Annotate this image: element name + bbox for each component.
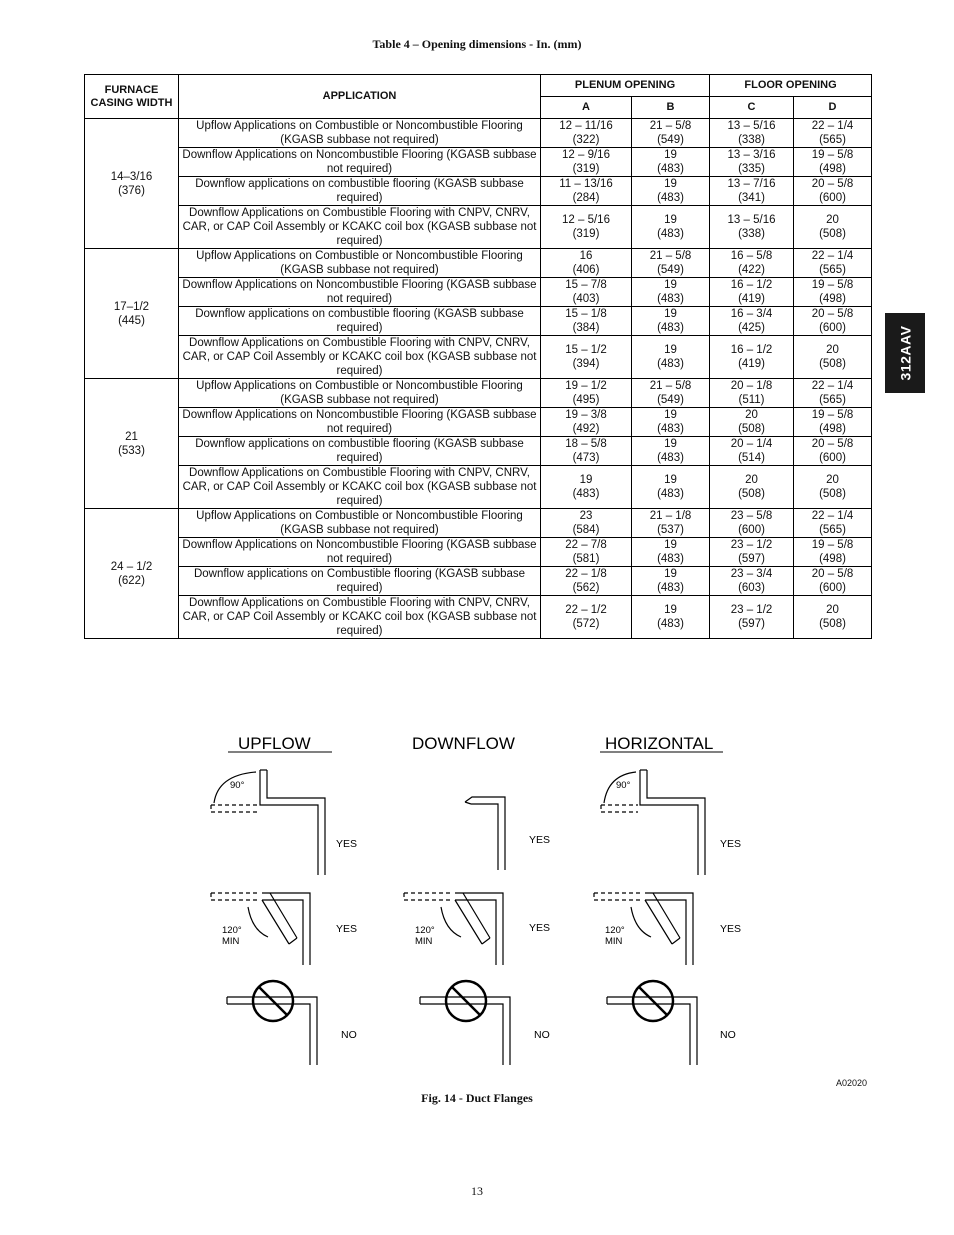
value-cell-b xyxy=(632,538,710,567)
application-cell: Downflow Applications on Noncombustible Flooring (KGASB subbase not required) xyxy=(179,408,541,437)
value-inches: 22 – 1/4 xyxy=(811,250,854,262)
application-cell: Upflow Applications on Combustible or Noncombustible Flooring (KGASB subbase not required) xyxy=(179,509,541,538)
value-cell-b xyxy=(632,177,710,206)
value-inches: 16 – 1/2 xyxy=(730,279,773,291)
value-mm: (603) xyxy=(738,582,765,594)
value-mm: (483) xyxy=(572,488,600,500)
value-cell-b xyxy=(632,206,710,249)
value-inches: 22 – 1/2 xyxy=(565,604,607,616)
value-cell-c xyxy=(710,437,794,466)
value-inches: 12 – 9/16 xyxy=(562,149,610,161)
value-inches: 15 – 1/8 xyxy=(565,308,607,320)
value-inches: 19 xyxy=(664,539,677,551)
value-inches: 12 – 11/16 xyxy=(559,120,613,132)
value-inches: 13 – 5/16 xyxy=(727,120,776,132)
value-inches: 20 – 5/8 xyxy=(811,178,854,190)
value-mm: (394) xyxy=(572,358,600,370)
figure-code: A02020 xyxy=(836,1078,868,1088)
value-cell-c xyxy=(710,466,794,509)
value-inches: 19 – 3/8 xyxy=(565,409,607,421)
value-inches: 16 – 1/2 xyxy=(730,344,773,356)
value-cell-c xyxy=(710,509,794,538)
value-inches: 19 xyxy=(664,344,677,356)
value-inches: 15 – 7/8 xyxy=(565,279,607,291)
value-inches: 20 – 5/8 xyxy=(811,308,854,320)
value-mm: (483) xyxy=(657,358,684,370)
value-cell-c xyxy=(710,119,794,148)
value-mm: (319) xyxy=(572,163,600,175)
casing-width-inches: 24 – 1/2 xyxy=(110,560,153,573)
header-plenum-opening: PLENUM OPENING xyxy=(541,75,710,97)
downflow-90-flange-diagram xyxy=(465,797,505,870)
value-mm: (319) xyxy=(572,228,600,240)
value-mm: (549) xyxy=(657,264,684,276)
value-mm: (597) xyxy=(738,618,765,630)
value-cell-a xyxy=(541,509,632,538)
value-cell-d xyxy=(794,538,872,567)
table-row xyxy=(85,119,872,148)
value-inches: 22 – 1/8 xyxy=(565,568,607,580)
value-inches: 19 – 5/8 xyxy=(811,539,854,551)
table-row xyxy=(85,509,872,538)
value-mm: (508) xyxy=(819,228,846,240)
value-inches: 19 xyxy=(664,149,677,161)
value-cell-a xyxy=(541,466,632,509)
figure-caption: Fig. 14 - Duct Flanges xyxy=(421,1091,533,1105)
upflow-angle-90: 90° xyxy=(230,780,245,791)
value-mm: (600) xyxy=(819,582,846,594)
horizontal-no-label: NO xyxy=(720,1029,736,1041)
value-mm: (338) xyxy=(738,134,765,146)
value-mm: (419) xyxy=(738,293,765,305)
casing-width-mm: (445) xyxy=(118,314,145,327)
value-cell-d xyxy=(794,177,872,206)
value-mm: (473) xyxy=(572,452,600,464)
application-cell: Downflow applications on combustible flooring (KGASB subbase required) xyxy=(179,437,541,466)
value-mm: (422) xyxy=(738,264,765,276)
upflow-angle-120: 120° xyxy=(222,925,242,936)
value-cell-d xyxy=(794,509,872,538)
value-inches: 22 – 1/4 xyxy=(811,510,854,522)
value-inches: 13 – 5/16 xyxy=(727,214,776,226)
value-mm: (508) xyxy=(819,618,846,630)
value-cell-c xyxy=(710,206,794,249)
value-mm: (384) xyxy=(572,322,600,334)
upflow-angle-min: MIN xyxy=(222,936,240,947)
value-mm: (483) xyxy=(657,228,684,240)
value-mm: (600) xyxy=(819,192,846,204)
value-cell-a xyxy=(541,278,632,307)
value-mm: (498) xyxy=(819,293,846,305)
application-cell: Downflow Applications on Combustible Flooring with CNPV, CNRV, CAR, or CAP Coil Assembly or KCAKC coil box (KGASB subbase not required) xyxy=(179,466,541,509)
table-row xyxy=(85,278,872,307)
value-inches: 23 xyxy=(579,510,593,522)
application-cell: Downflow Applications on Combustible Flooring with CNPV, CNRV, CAR, or CAP Coil Assembly or KCAKC coil box (KGASB subbase not required) xyxy=(179,596,541,639)
value-mm: (600) xyxy=(819,322,846,334)
upflow-yes-label-2: YES xyxy=(336,923,358,935)
value-mm: (284) xyxy=(572,192,600,204)
value-inches: 19 – 5/8 xyxy=(811,409,854,421)
value-cell-c xyxy=(710,148,794,177)
application-cell: Upflow Applications on Combustible or Noncombustible Flooring (KGASB subbase not required) xyxy=(179,379,541,408)
upflow-no-flange-diagram xyxy=(227,981,317,1065)
table-row xyxy=(85,249,872,278)
value-inches: 20 – 1/8 xyxy=(730,380,773,392)
casing-width-cell xyxy=(85,119,179,249)
value-cell-a xyxy=(541,379,632,408)
value-mm: (335) xyxy=(738,163,765,175)
value-cell-a xyxy=(541,119,632,148)
value-cell-d xyxy=(794,307,872,336)
value-inches: 19 xyxy=(664,604,677,616)
value-inches: 19 xyxy=(664,409,677,421)
table-row xyxy=(85,538,872,567)
table-row xyxy=(85,466,872,509)
side-tab-model xyxy=(885,313,925,393)
value-inches: 12 – 5/16 xyxy=(562,214,610,226)
value-cell-c xyxy=(710,249,794,278)
value-inches: 13 – 3/16 xyxy=(727,149,776,161)
casing-width-inches: 17–1/2 xyxy=(113,300,150,313)
value-cell-d xyxy=(794,408,872,437)
application-cell: Downflow Applications on Noncombustible Flooring (KGASB subbase not required) xyxy=(179,538,541,567)
value-mm: (508) xyxy=(819,358,846,370)
opening-dimensions-table xyxy=(84,74,872,639)
value-inches: 23 – 3/4 xyxy=(730,568,773,580)
header-floor-opening: FLOOR OPENING xyxy=(710,75,872,97)
value-cell-c xyxy=(710,408,794,437)
application-cell: Downflow applications on Combustible flooring (KGASB subbase required) xyxy=(179,567,541,596)
value-cell-d xyxy=(794,379,872,408)
value-cell-d xyxy=(794,206,872,249)
value-mm: (508) xyxy=(738,488,765,500)
table-body xyxy=(85,119,872,639)
downflow-yes-label-1: YES xyxy=(529,834,551,846)
value-cell-d xyxy=(794,148,872,177)
value-cell-c xyxy=(710,538,794,567)
value-inches: 20 xyxy=(826,604,839,616)
value-cell-c xyxy=(710,379,794,408)
value-mm: (483) xyxy=(657,423,684,435)
header-b: B xyxy=(632,97,710,119)
upflow-no-label: NO xyxy=(341,1029,357,1041)
value-inches: 21 – 5/8 xyxy=(649,120,692,132)
value-cell-d xyxy=(794,278,872,307)
value-cell-a xyxy=(541,177,632,206)
value-inches: 16 – 5/8 xyxy=(730,250,773,262)
application-cell: Downflow applications on combustible flooring (KGASB subbase required) xyxy=(179,177,541,206)
upflow-title: UPFLOW xyxy=(238,734,311,753)
casing-width-cell xyxy=(85,509,179,639)
value-inches: 21 – 5/8 xyxy=(649,380,692,392)
value-mm: (508) xyxy=(819,488,846,500)
value-inches: 19 xyxy=(664,178,677,190)
value-mm: (572) xyxy=(572,618,600,630)
horizontal-angle-120: 120° xyxy=(605,925,625,936)
value-cell-d xyxy=(794,336,872,379)
value-cell-d xyxy=(794,119,872,148)
value-mm: (403) xyxy=(572,293,600,305)
header-casing-width: FURNACE CASING WIDTH xyxy=(85,75,179,119)
value-cell-b xyxy=(632,596,710,639)
value-mm: (322) xyxy=(572,134,600,146)
table-row xyxy=(85,596,872,639)
casing-width-cell xyxy=(85,379,179,509)
value-mm: (514) xyxy=(738,452,765,464)
value-mm: (341) xyxy=(738,192,765,204)
value-cell-d xyxy=(794,567,872,596)
side-tab-label: 312AAV xyxy=(897,325,914,381)
value-inches: 19 xyxy=(664,308,677,320)
value-mm: (549) xyxy=(657,394,684,406)
value-cell-b xyxy=(632,466,710,509)
value-mm: (565) xyxy=(819,264,846,276)
value-mm: (565) xyxy=(819,524,846,536)
value-mm: (425) xyxy=(738,322,765,334)
value-mm: (498) xyxy=(819,163,846,175)
duct-flanges-figure xyxy=(0,725,954,1085)
downflow-title: DOWNFLOW xyxy=(412,734,515,753)
value-inches: 20 – 1/4 xyxy=(730,438,773,450)
value-inches: 18 – 5/8 xyxy=(565,438,607,450)
downflow-yes-label-2: YES xyxy=(529,922,551,934)
casing-width-inches: 21 xyxy=(125,430,138,443)
value-inches: 20 xyxy=(745,474,758,486)
value-inches: 23 – 5/8 xyxy=(730,510,773,522)
value-cell-a xyxy=(541,567,632,596)
value-inches: 19 – 1/2 xyxy=(565,380,607,392)
value-mm: (483) xyxy=(657,582,684,594)
value-inches: 19 xyxy=(664,438,677,450)
value-cell-d xyxy=(794,596,872,639)
value-mm: (406) xyxy=(572,264,600,276)
value-cell-b xyxy=(632,336,710,379)
value-cell-a xyxy=(541,148,632,177)
value-mm: (338) xyxy=(738,228,765,240)
value-mm: (483) xyxy=(657,553,684,565)
value-inches: 20 xyxy=(826,214,839,226)
value-inches: 19 – 5/8 xyxy=(811,279,854,291)
value-mm: (581) xyxy=(572,553,600,565)
value-mm: (498) xyxy=(819,423,846,435)
value-mm: (419) xyxy=(738,358,765,370)
application-cell: Downflow Applications on Combustible Flooring with CNPV, CNRV, CAR, or CAP Coil Assembly or KCAKC coil box (KGASB subbase not required) xyxy=(179,336,541,379)
value-mm: (498) xyxy=(819,553,846,565)
header-a: A xyxy=(541,97,632,119)
value-mm: (565) xyxy=(819,134,846,146)
value-inches: 19 xyxy=(664,214,677,226)
application-cell: Downflow Applications on Noncombustible Flooring (KGASB subbase not required) xyxy=(179,148,541,177)
value-mm: (483) xyxy=(657,452,684,464)
value-cell-a xyxy=(541,336,632,379)
horizontal-angle-min: MIN xyxy=(605,936,623,947)
header-c: C xyxy=(710,97,794,119)
value-cell-a xyxy=(541,408,632,437)
value-cell-a xyxy=(541,538,632,567)
value-cell-c xyxy=(710,307,794,336)
value-inches: 19 – 5/8 xyxy=(811,149,854,161)
table-row xyxy=(85,177,872,206)
value-mm: (492) xyxy=(572,423,600,435)
value-mm: (483) xyxy=(657,488,684,500)
casing-width-mm: (622) xyxy=(118,574,145,587)
value-mm: (562) xyxy=(572,582,600,594)
value-inches: 20 – 5/8 xyxy=(811,568,854,580)
table-row xyxy=(85,379,872,408)
downflow-angle-120: 120° xyxy=(415,925,435,936)
value-mm: (483) xyxy=(657,293,684,305)
horizontal-yes-label-1: YES xyxy=(720,838,742,850)
value-cell-b xyxy=(632,278,710,307)
value-cell-a xyxy=(541,596,632,639)
value-inches: 20 xyxy=(826,474,839,486)
value-cell-b xyxy=(632,307,710,336)
header-application: APPLICATION xyxy=(179,75,541,119)
value-inches: 16 – 3/4 xyxy=(730,308,773,320)
value-mm: (549) xyxy=(657,134,684,146)
value-inches: 20 – 5/8 xyxy=(811,438,854,450)
application-cell: Downflow applications on combustible flooring (KGASB subbase required) xyxy=(179,307,541,336)
application-cell: Downflow Applications on Noncombustible Flooring (KGASB subbase not required) xyxy=(179,278,541,307)
value-inches: 22 – 1/4 xyxy=(811,120,854,132)
value-cell-c xyxy=(710,596,794,639)
application-cell: Downflow Applications on Combustible Flooring with CNPV, CNRV, CAR, or CAP Coil Assembly or KCAKC coil box (KGASB subbase not required) xyxy=(179,206,541,249)
value-cell-c xyxy=(710,177,794,206)
casing-width-mm: (376) xyxy=(118,184,145,197)
value-cell-a xyxy=(541,249,632,278)
value-mm: (584) xyxy=(572,524,600,536)
value-inches: 16 xyxy=(579,250,593,262)
value-mm: (511) xyxy=(738,394,765,406)
value-cell-d xyxy=(794,249,872,278)
horizontal-angle-90: 90° xyxy=(616,780,631,791)
value-cell-b xyxy=(632,509,710,538)
value-cell-b xyxy=(632,408,710,437)
value-inches: 20 xyxy=(745,409,758,421)
value-mm: (495) xyxy=(572,394,600,406)
value-mm: (600) xyxy=(738,524,765,536)
value-inches: 20 xyxy=(826,344,839,356)
value-mm: (565) xyxy=(819,394,846,406)
value-cell-b xyxy=(632,249,710,278)
value-cell-b xyxy=(632,379,710,408)
upflow-90-flange-diagram xyxy=(211,770,325,875)
value-mm: (508) xyxy=(738,423,765,435)
value-mm: (597) xyxy=(738,553,765,565)
horizontal-title: HORIZONTAL xyxy=(605,734,714,753)
casing-width-cell xyxy=(85,249,179,379)
value-cell-d xyxy=(794,437,872,466)
value-inches: 13 – 7/16 xyxy=(727,178,776,190)
downflow-no-label: NO xyxy=(534,1029,550,1041)
page-number: 13 xyxy=(471,1184,483,1198)
table-row xyxy=(85,307,872,336)
value-mm: (483) xyxy=(657,163,684,175)
value-inches: 19 xyxy=(664,279,677,291)
value-inches: 19 xyxy=(664,474,677,486)
value-cell-b xyxy=(632,119,710,148)
table-row xyxy=(85,336,872,379)
table-title: Table 4 – Opening dimensions - In. (mm) xyxy=(372,37,582,51)
table-row xyxy=(85,437,872,466)
value-mm: (483) xyxy=(657,192,684,204)
table-row xyxy=(85,206,872,249)
table-row xyxy=(85,567,872,596)
value-inches: 21 – 5/8 xyxy=(649,250,692,262)
casing-width-mm: (533) xyxy=(118,444,145,457)
value-cell-c xyxy=(710,278,794,307)
value-inches: 22 – 7/8 xyxy=(565,539,607,551)
value-cell-b xyxy=(632,148,710,177)
value-inches: 19 xyxy=(579,474,593,486)
table-row xyxy=(85,148,872,177)
downflow-no-flange-diagram xyxy=(420,981,510,1065)
horizontal-yes-label-2: YES xyxy=(720,923,742,935)
value-inches: 23 – 1/2 xyxy=(730,604,773,616)
value-cell-c xyxy=(710,567,794,596)
application-cell: Upflow Applications on Combustible or Noncombustible Flooring (KGASB subbase not required) xyxy=(179,249,541,278)
value-mm: (537) xyxy=(657,524,684,536)
header-d: D xyxy=(794,97,872,119)
application-cell: Upflow Applications on Combustible or Noncombustible Flooring (KGASB subbase not required) xyxy=(179,119,541,148)
value-inches: 19 xyxy=(664,568,677,580)
value-cell-a xyxy=(541,307,632,336)
horizontal-no-flange-diagram xyxy=(607,981,697,1065)
value-inches: 15 – 1/2 xyxy=(565,344,607,356)
value-cell-a xyxy=(541,437,632,466)
value-cell-c xyxy=(710,336,794,379)
value-mm: (483) xyxy=(657,618,684,630)
value-cell-d xyxy=(794,466,872,509)
value-inches: 21 – 1/8 xyxy=(649,510,692,522)
value-inches: 11 – 13/16 xyxy=(559,178,613,190)
value-mm: (600) xyxy=(819,452,846,464)
value-cell-b xyxy=(632,437,710,466)
casing-width-inches: 14–3/16 xyxy=(110,170,153,183)
downflow-angle-min: MIN xyxy=(415,936,433,947)
value-inches: 22 – 1/4 xyxy=(811,380,854,392)
value-cell-a xyxy=(541,206,632,249)
value-cell-b xyxy=(632,567,710,596)
upflow-yes-label-1: YES xyxy=(336,838,358,850)
table-row xyxy=(85,408,872,437)
value-inches: 23 – 1/2 xyxy=(730,539,773,551)
value-mm: (483) xyxy=(657,322,684,334)
